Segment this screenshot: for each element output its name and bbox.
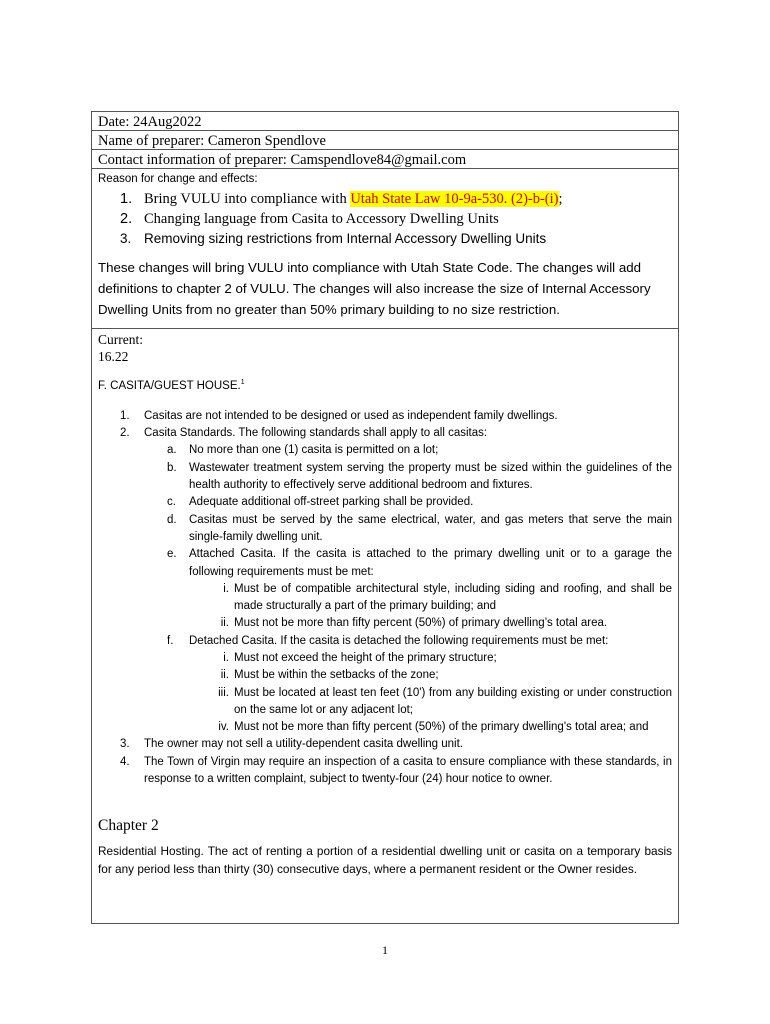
code-number: 16.22 xyxy=(98,349,129,364)
list-item xyxy=(189,685,672,720)
item-roman: i. xyxy=(223,582,229,595)
highlighted-law-reference: Utah State Law 10-9a-530. (2)-b-(i) xyxy=(350,191,559,207)
item-text: Casitas must be served by the same electrical, water, and gas meters that serve the main single-family dwelling unit. xyxy=(189,513,672,543)
list-item xyxy=(98,408,672,425)
list-item xyxy=(144,442,672,459)
list-item xyxy=(144,460,672,495)
preparer-row: Name of preparer: Cameron Spendlove xyxy=(92,131,678,150)
item-text: The owner may not sell a utility-dependent casita dwelling unit. xyxy=(144,738,463,751)
reason-label: Reason for change and effects: xyxy=(98,173,258,185)
reason-item-punct: ; xyxy=(558,191,563,207)
item-number: 4. xyxy=(120,755,130,768)
item-text: Adequate additional off-street parking shall be provided. xyxy=(189,496,474,509)
item-roman: iv. xyxy=(218,721,229,734)
item-text: The Town of Virgin may require an inspection of a casita to ensure compliance with these standards, in response to a written complaint, subject to twenty-four (24) hour notice to owner. xyxy=(144,755,672,786)
list-item xyxy=(144,494,672,511)
item-text: No more than one (1) casita is permitted on a lot; xyxy=(189,444,439,457)
item-text: Must be of compatible architectural style, including siding and roofing, and shall be made structurally a part of the primary building; and xyxy=(234,582,672,613)
item-text: Detached Casita. If the casita is detached the following requirements must be met: xyxy=(189,634,609,647)
list-item xyxy=(189,615,672,632)
item-number: 2. xyxy=(120,427,130,440)
reason-item-number: 1. xyxy=(120,191,133,207)
item-text: Must be within the setbacks of the zone; xyxy=(234,669,439,682)
reason-item-number: 2. xyxy=(120,211,133,227)
chapter-title: Chapter 2 xyxy=(98,817,159,835)
item-text: Attached Casita. If the casita is attached to the primary dwelling unit or to a garage the following requirements must be met: xyxy=(189,548,672,578)
list-item xyxy=(189,719,672,736)
casita-standards-list xyxy=(144,442,672,736)
list-item xyxy=(98,425,672,736)
list-item xyxy=(189,581,672,616)
item-number: 3. xyxy=(120,738,130,751)
reason-section xyxy=(92,169,678,329)
item-roman: ii. xyxy=(220,617,229,630)
footnote-mark: 1 xyxy=(240,379,245,386)
list-item xyxy=(98,736,672,753)
item-letter: f. xyxy=(167,634,174,647)
item-text: Casita Standards. The following standards shall apply to all casitas: xyxy=(144,427,488,440)
amendment-form-table xyxy=(91,111,679,924)
item-text: Must not be more than fifty percent (50%) of primary dwelling’s total area. xyxy=(234,617,608,630)
reason-item-text: Changing language from Casita to Accessory Dwelling Units xyxy=(144,211,499,227)
item-letter: a. xyxy=(167,444,177,457)
item-text: Casitas are not intended to be designed or used as independent family dwellings. xyxy=(144,409,558,422)
reason-item-1 xyxy=(98,189,672,209)
reason-paragraph: These changes will bring VULU into compliance with Utah State Code. The changes will add definitions to chapter 2 of VULU. The changes will also increase the size of Internal Accessory Dwelling Units from no greater than 50% primary building to no size restriction. xyxy=(98,260,651,317)
reason-item-number: 3. xyxy=(120,231,132,246)
list-item xyxy=(144,546,672,632)
item-letter: e. xyxy=(167,548,177,561)
list-item xyxy=(189,667,672,684)
casita-rules-list xyxy=(98,408,672,789)
residential-hosting-definition: Residential Hosting. The act of renting a portion of a residential dwelling unit or casita on a temporary basis for any period less than thirty (30) consecutive days, where a permanent resident or the Owner resides. xyxy=(98,844,672,877)
list-item xyxy=(189,650,672,667)
detached-casita-list xyxy=(189,650,672,736)
item-letter: d. xyxy=(167,513,177,526)
item-roman: i. xyxy=(223,651,229,664)
list-item xyxy=(98,754,672,789)
item-text: Must be located at least ten feet (10') from any building existing or under construction on the same lot or any adjacent lot; xyxy=(234,686,672,716)
item-number: 1. xyxy=(120,409,130,422)
reason-item-text: Removing sizing restrictions from Internal Accessory Dwelling Units xyxy=(144,231,547,246)
item-roman: ii. xyxy=(220,669,229,682)
page-number: 1 xyxy=(382,943,388,957)
date-row: Date: 24Aug2022 xyxy=(92,112,678,131)
list-item xyxy=(144,633,672,737)
item-text: Must not be more than fifty percent (50%) of the primary dwelling's total area; and xyxy=(234,721,649,734)
current-section xyxy=(92,329,678,878)
item-text: Must not exceed the height of the primary structure; xyxy=(234,651,497,664)
contact-row: Contact information of preparer: Camspendlove84@gmail.com xyxy=(92,150,678,169)
item-letter: c. xyxy=(167,496,176,509)
reason-item-2 xyxy=(98,209,672,229)
attached-casita-list xyxy=(189,581,672,633)
item-text: Wastewater treatment system serving the property must be sized within the guidelines of the health authority to effectively serve additional bedroom and fixtures. xyxy=(189,461,672,492)
reason-item-text: Bring VULU into compliance with xyxy=(144,191,351,207)
section-title xyxy=(98,375,672,394)
item-letter: b. xyxy=(167,461,177,474)
reason-item-3 xyxy=(98,229,672,249)
current-label: Current: xyxy=(98,332,143,347)
section-title-text: F. CASITA/GUEST HOUSE. xyxy=(98,379,241,392)
item-roman: iii. xyxy=(218,686,229,699)
list-item xyxy=(144,512,672,547)
